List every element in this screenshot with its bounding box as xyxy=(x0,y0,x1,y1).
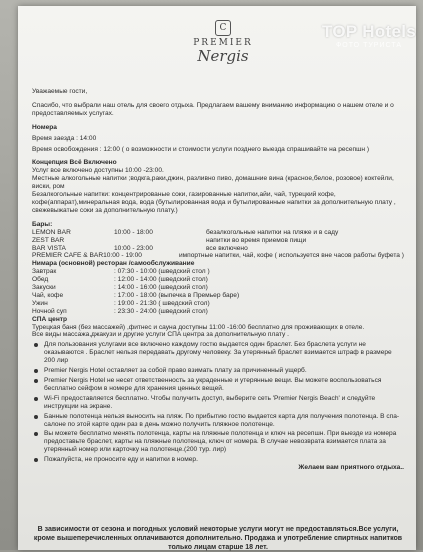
rooms-title: Номера xyxy=(32,123,57,131)
bullet-icon xyxy=(34,458,38,462)
meal-time: : 07:30 - 10:00 (шведский стол ) xyxy=(114,268,210,276)
rule-text: Вы можете бесплатно менять полотенца, карты на пляжные полотенца и ключ на ресепшн. При выезде из номера предоставьте браслет, карты на пляжные полотенца, ключ от номера. В случае невозврата взимается плата за утерянный номер или карточку на полотенце.(200 тур. лир) xyxy=(44,430,397,454)
rule-text: Для пользования услугами все включено каждому гостю выдается один браслет. Без браслета услуги не оказываются . Браслет нельзя передавать другому человеку. За утерянный браслет взимается штраф в размере 200 лир xyxy=(44,341,392,365)
checkin-time: Время заезда : 14:00 xyxy=(32,134,97,142)
rule-text: Пожалуйста, не проносите еду и напитки в номер. xyxy=(44,456,198,464)
bar-time: 10:00 - 18:00 xyxy=(114,228,153,236)
bar-desc: безалкогольные напитки на пляже и в саду xyxy=(206,228,339,236)
meal-row xyxy=(32,276,404,284)
bullet-icon xyxy=(34,415,38,419)
sheet-content xyxy=(32,88,404,472)
hotel-logo xyxy=(168,20,278,65)
bar-time: 10:00 - 23:00 xyxy=(114,244,153,252)
meal-row xyxy=(32,300,404,308)
bar-name: BAR VISTA xyxy=(32,244,66,252)
intro-text: Спасибо, что выбрали наш отель для своего отдыха. Предлагаем вашему вниманию информацию о нашем отеле и о предоставляемых услугах. xyxy=(32,101,394,117)
watermark-subtitle: ФОТО ТУРИСТА xyxy=(335,42,403,49)
rule-item xyxy=(32,413,404,429)
bullet-icon xyxy=(34,343,38,347)
bar-row xyxy=(32,229,404,237)
meal-row xyxy=(32,284,404,292)
bullet-icon xyxy=(34,397,38,401)
rule-item xyxy=(32,377,404,393)
bar-name: PREMIER CAFE & BAR xyxy=(32,252,104,260)
watermark-logo-text: TOP Hotels xyxy=(321,22,416,41)
bullet-icon xyxy=(34,379,38,383)
meal-time: : 12:00 - 14:00 (шведский стол) xyxy=(114,276,208,284)
bar-name: LEMON BAR xyxy=(32,228,71,236)
logo-emblem-icon: C xyxy=(215,20,231,36)
closing-wish: Желаем вам приятного отдыха.. xyxy=(298,464,404,472)
greeting: Уважаемые гости, xyxy=(32,88,88,95)
meal-time: : 14:00 - 16:00 (шведский стол) xyxy=(114,284,208,292)
tophotels-watermark xyxy=(321,22,417,49)
spa-text: Все виды массажа,джакузи и другие услуги СПА центра за дополнительную плату . xyxy=(32,331,289,339)
bullet-icon xyxy=(34,432,38,436)
meal-row xyxy=(32,308,404,316)
rule-item xyxy=(32,341,404,365)
rule-text: Premier Nergis Hotel оставляет за собой право взимать плату за причиненный ущерб. xyxy=(44,367,307,375)
meal-name: Ночной суп xyxy=(32,307,67,315)
bar-desc: все включено xyxy=(206,244,248,252)
rule-item xyxy=(32,430,404,454)
bar-name: ZEST BAR xyxy=(32,236,65,244)
concept-alcohol: Местные алкогольные напитки ;водкга,раки,джин, разливно пиво, домашние вина (красное,белое, розовое) коктейли, виски, ром xyxy=(32,175,394,191)
meal-time: : 19:00 - 21:30 ( шведский стол) xyxy=(114,299,210,307)
rule-item xyxy=(32,367,404,375)
bar-time: 10:00 - 19:00 xyxy=(103,252,142,260)
rule-text: Wi-Fi предоставляется бесплатно. Чтобы получить доступ, выберите сеть 'Premier Nergis Beach' и следуйте инструкции на экране. xyxy=(44,394,376,410)
restaurant-title: Нимара (основной) ресторан /самообслуживание xyxy=(32,260,195,268)
meal-name: Закуски xyxy=(32,284,56,292)
spa-text: Турецкая баня (без массажей) ,фитнес и сауна доступны 11:00 -16:00 бесплатно для проживающих в отеле. xyxy=(32,323,365,331)
info-sheet xyxy=(18,6,416,550)
bar-row xyxy=(32,237,404,245)
bar-time xyxy=(114,237,206,245)
meal-time: : 17:00 - 18:00 (выпечка в Премьер баре) xyxy=(114,291,240,299)
concept-hours: Услуг все включено доступны 10:00 -23:00. xyxy=(32,167,164,175)
bar-desc: импортные напитки, чай, кофе ( используется вне часов работы буфета ) xyxy=(178,252,404,260)
rule-text: Premier Nergis Hotel не несет ответственность за украденные и утерянные вещи. Вы можете воспользоваться бесплатно сейфом в номере для хранения ценных вещей. xyxy=(44,377,382,392)
logo-premier-text: PREMIER xyxy=(193,38,253,48)
rule-item xyxy=(32,456,404,464)
spa-title: СПА центр xyxy=(32,315,68,323)
checkout-time: Время освобождения : 12:00 ( о возможности и стоимости услуги позднего выезда спрашивайте на ресепшн ) xyxy=(32,145,370,153)
rule-text: Банные полотенца нельзя выносить на пляж. По прибытию гостю выдается карта для получения полотенца. В спа-салоне по этой карте один раз в день можно получить пляжное полотенце. xyxy=(44,412,400,428)
meal-name: Ужин xyxy=(32,299,48,307)
meal-name: Чай, кофе xyxy=(32,291,64,299)
meal-name: Завтрак xyxy=(32,268,57,276)
bullet-icon xyxy=(34,369,38,373)
bars-title: Бары: xyxy=(32,220,53,228)
concept-softdrinks: Безалкогольные напитки: концентрированые соки, газированные напитки,айи, чай, турецкий кофе, кофе(аппарат),минеральная вода, вода (бутылированная вода и бутылированные напитки за дополнительную плату , свежевыжатые соки за дополнительную плату.) xyxy=(32,191,396,214)
meal-row xyxy=(32,268,404,276)
rule-item xyxy=(32,395,404,411)
meal-name: Обед xyxy=(32,276,49,284)
concept-title: Концепция Всё Включено xyxy=(32,159,117,167)
meal-row xyxy=(32,292,404,300)
bar-desc: напитки во время приемов пищи xyxy=(206,236,307,244)
footer-note: В зависимости от сезона и погодных условий некоторые услуги могут не предоставляться.Все услуги, кроме вышеперечисленных оплачиваются дополнительно. Продажа и употребление спиртных напитков только лицам старше 18 лет. xyxy=(33,526,403,551)
logo-nergis-text: Nergis xyxy=(197,46,249,65)
meal-time: : 23:30 - 24:00 (шведский стол) xyxy=(114,307,208,315)
